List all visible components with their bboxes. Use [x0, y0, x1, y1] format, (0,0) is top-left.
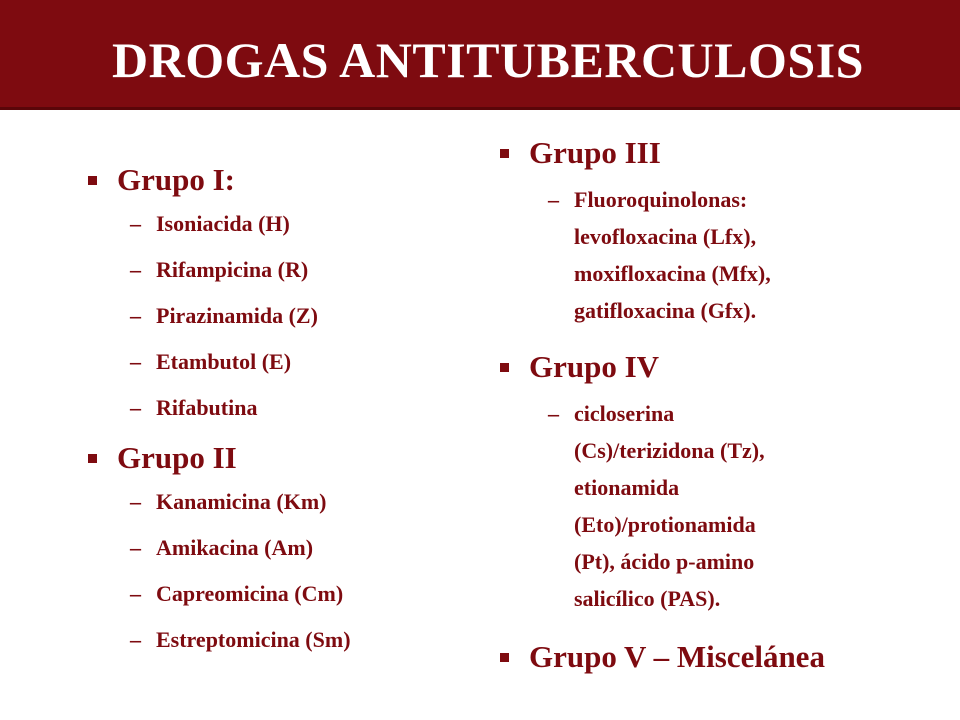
- group-heading: [88, 160, 468, 200]
- square-bullet-icon: [88, 454, 97, 463]
- dash-marker: –: [130, 535, 141, 560]
- group-1: [88, 160, 468, 422]
- group-2: [88, 438, 468, 654]
- group-heading-text: Grupo IV: [529, 349, 660, 384]
- left-column: [88, 160, 468, 672]
- list-item: – Estreptomicina (Sm): [130, 627, 351, 652]
- group-heading: [88, 438, 468, 478]
- square-bullet-icon: [500, 653, 509, 662]
- dash-marker: –: [548, 187, 559, 212]
- square-bullet-icon: [500, 149, 509, 158]
- drug-list: [548, 395, 940, 617]
- list-item: – Fluoroquinolonas: levofloxacina (Lfx), moxifloxacina (Mfx), gatifloxacina (Gfx).: [548, 181, 940, 329]
- dash-marker: –: [130, 211, 141, 236]
- list-item: – Rifabutina: [130, 395, 258, 420]
- list-item: – cicloserina (Cs)/terizidona (Tz), etionamida (Eto)/protionamida (Pt), ácido p-amino salicílico (PAS).: [548, 395, 940, 617]
- list-item: – Etambutol (E): [130, 349, 292, 374]
- list-item: – Rifampicina (R): [130, 257, 309, 282]
- group-heading-text: Grupo III: [529, 135, 661, 170]
- dash-marker: –: [548, 401, 559, 426]
- dash-marker: –: [130, 489, 141, 514]
- square-bullet-icon: [500, 363, 509, 372]
- slide-title: DROGAS ANTITUBERCULOSIS: [112, 32, 864, 88]
- list-item: – Isoniacida (H): [130, 211, 290, 236]
- dash-marker: –: [130, 581, 141, 606]
- drug-list: [130, 488, 468, 654]
- dash-marker: –: [130, 303, 141, 328]
- right-column: [500, 133, 940, 677]
- list-item: – Pirazinamida (Z): [130, 303, 318, 328]
- drug-list: [548, 181, 940, 329]
- group-heading-text: Grupo II: [117, 440, 237, 475]
- group-heading-text: Grupo V – Miscelánea: [529, 639, 825, 674]
- square-bullet-icon: [88, 176, 97, 185]
- dash-marker: –: [130, 257, 141, 282]
- list-item: – Amikacina (Am): [130, 535, 314, 560]
- group-heading: [500, 347, 940, 387]
- group-heading: [500, 133, 940, 173]
- group-heading-text: Grupo I:: [117, 162, 235, 197]
- group-4: [500, 347, 940, 617]
- dash-marker: –: [130, 627, 141, 652]
- list-item: – Capreomicina (Cm): [130, 581, 344, 606]
- drug-list: [130, 210, 468, 422]
- group-5: [500, 637, 940, 677]
- list-item: – Kanamicina (Km): [130, 489, 327, 514]
- dash-marker: –: [130, 395, 141, 420]
- group-3: [500, 133, 940, 329]
- dash-marker: –: [130, 349, 141, 374]
- group-heading: [500, 637, 940, 677]
- title-bar: [0, 0, 960, 110]
